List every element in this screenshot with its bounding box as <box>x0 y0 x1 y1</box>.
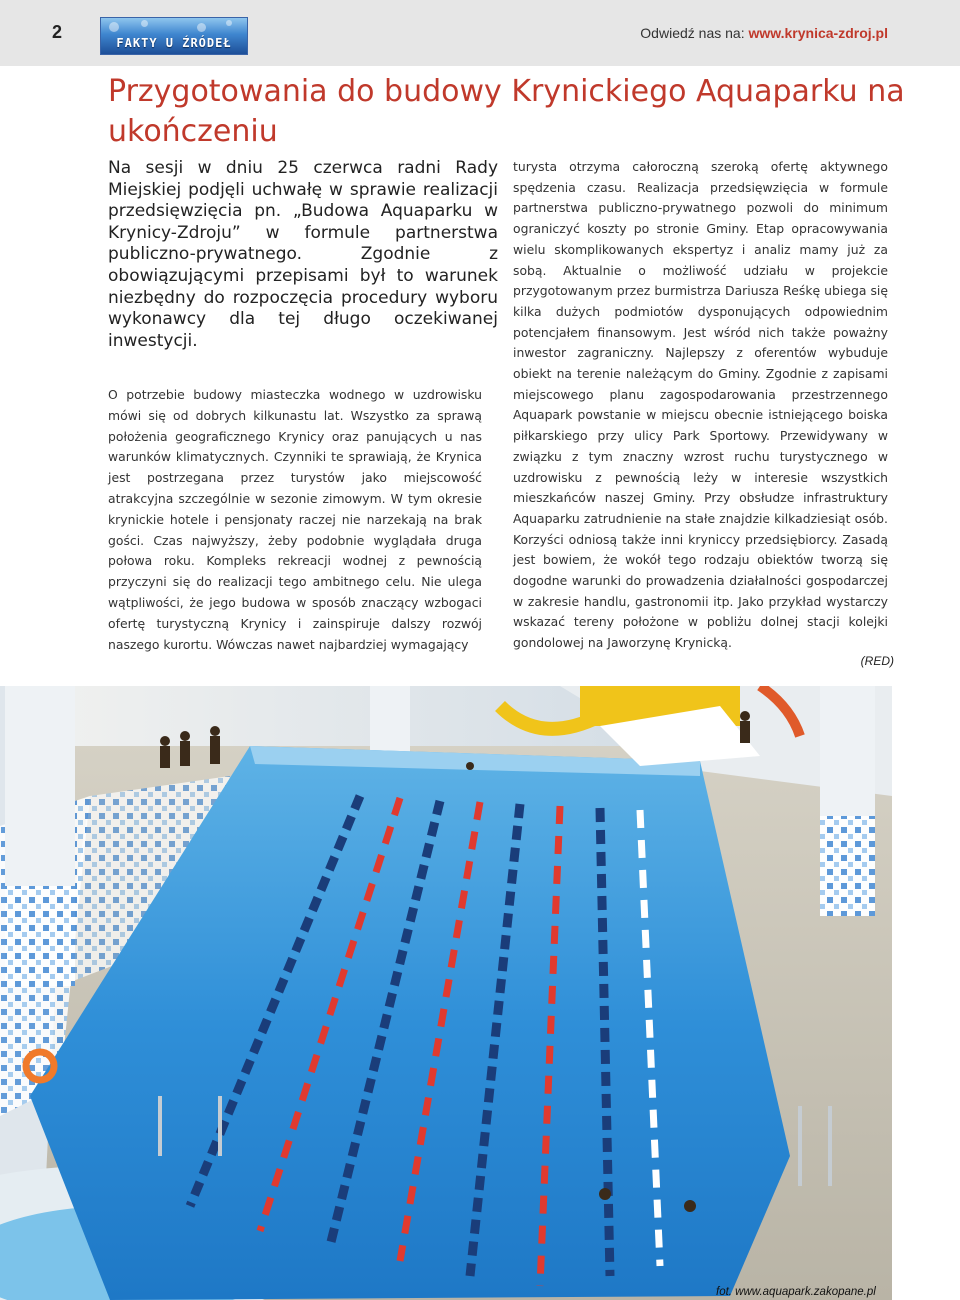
website-notice <box>640 25 888 41</box>
article-title: Przygotowania do budowy Krynickiego Aquaparku na ukończeniu <box>108 74 905 149</box>
author-signature: (RED) <box>860 654 894 668</box>
website-link[interactable]: www.krynica-zdroj.pl <box>748 25 888 41</box>
article-lead: Na sesji w dniu 25 czerwca radni Rady Miejskiej podjęli uchwałę w sprawie realizacji przedsięwzięcia pn. „Budowa Aquaparku w Krynicy-Zdroju” w formule partnerstwa publiczno-prywatnego. Zgodnie z obowiązującymi przepisami był to warunek niezbędny do rozpoczęcia procedury wyboru wykonawcy dla tej długo oczekiwanej inwestycji. <box>108 158 498 351</box>
publication-logo <box>100 17 248 55</box>
article-body-right-column: turysta otrzyma całoroczną szeroką ofertę aktywnego spędzenia czasu. Realizacja przedsięwzięcia w formule partnerstwa publiczno-prywatnego pozwoli do minimum ograniczyć koszty po stronie Gminy. Etap opracowywania wielu skomplikowanych ekspertyz i analiz mamy już za sobą. Aktualnie o możliwość udziału w projekcie przygotowanym przez burmistrza Dariusza Reśkę ubiega się kilka dużych podmiotów dysponujących odpowiednim potencjałem finansowym. Jest wśród nich także poważny inwestor zagraniczny. Najlepszy z oferentów wybuduje obiekt na terenie należącym do Gminy. Zgodnie z zapisami miejscowego planu zagospodarowania przestrzennego Aquapark powstanie w miejscu obecnie istniejącego boiska piłkarskiego przy ulicy Park Sportowy. Przewidywany w związku z tym znaczny wzrost ruchu turystycznego w uzdrowisku z pewnością leży w interesie wszystkich mieszkańców naszej Gminy. Przy obsłudze infrastruktury Aquaparku zatrudnienie na stałe znajdzie kilkadziesiąt osób. Korzyści odniosą także inni kryniccy przedsiębiorcy. Zasadą jest bowiem, że wokół tego rodzaju obiektów tworzą się dogodne warunki do prowadzenia działalności gospodarczej w zakresie handlu, gastronomii itp. Jako przykład wystarczy wskazać tereny położone w pobliżu dolnej stacji kolejki gondolowej na Jaworzynę Krynicką. <box>513 159 888 651</box>
aquapark-pool-photo <box>0 686 892 1300</box>
photo-credit: fot. www.aquapark.zakopane.pl <box>716 1286 876 1298</box>
logo-text: FAKTY U ŹRÓDEŁ <box>116 36 232 50</box>
page-header <box>0 0 960 66</box>
article-body-left-column: O potrzebie budowy miasteczka wodnego w uzdrowisku mówi się od dobrych kilkunastu lat. Wszystko za sprawą położenia geograficznego Krynicy oraz panujących u nas warunków klimatycznych. Czynniki te sprawiają, że Krynica jest postrzegana przez turystów jako miejscowość atrakcyjna szczególnie w sezonie zimowym. W tym okresie krynickie hotele i pensjonaty raczej nie narzekają na brak gości. Czas najwyższy, żeby podobnie wyglądała druga połowa roku. Kompleks rekreacji wodnej z pewnością przyczyni się do realizacji tego ambitnego celu. Nie ulega wątpliwości, że jego budowa w sposób znaczący wzbogaci ofertę turystyczną Krynicy i zainspiruje dalszy rozwój naszego kurortu. Wówczas nawet najbardziej wymagający <box>108 387 482 652</box>
page-number: 2 <box>52 22 63 42</box>
pool-illustration <box>0 686 892 1300</box>
visit-label: Odwiedź nas na: <box>640 25 745 41</box>
